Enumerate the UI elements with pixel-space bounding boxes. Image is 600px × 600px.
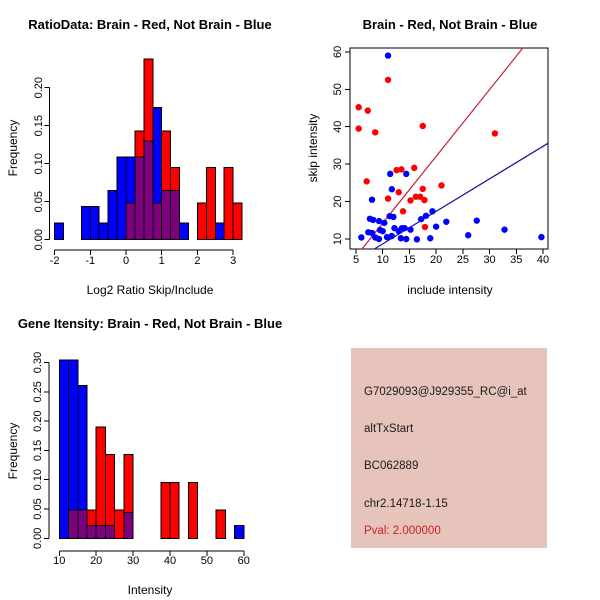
hist-bar-overlap — [124, 513, 133, 539]
scatter-point-blue — [380, 228, 386, 234]
scatter-point-red — [411, 165, 417, 171]
tick-label: 5 — [352, 254, 360, 266]
accession-text: BC062889 — [364, 460, 419, 472]
scatter-point-red — [420, 186, 426, 192]
hist-bar-red — [96, 427, 105, 538]
scatter-point-blue — [370, 217, 376, 223]
hist-bar-red — [233, 203, 242, 239]
scatter-point-red — [398, 166, 404, 172]
scatter-point-blue — [429, 208, 435, 214]
hist-bar-overlap — [153, 203, 162, 239]
scatter-point-blue — [443, 219, 449, 225]
scatter-ylabel: skip intensity — [306, 113, 320, 183]
pval-text: Pval: 2.000000 — [364, 525, 441, 537]
scatter-point-red — [420, 123, 426, 129]
tick-label: 10 — [332, 232, 344, 246]
tick-label: 3 — [230, 255, 237, 267]
scatter-point-red — [355, 104, 361, 110]
scatter-point-red — [355, 125, 361, 131]
scatter-point-blue — [403, 171, 409, 177]
hist-bar-red — [224, 168, 233, 240]
tick-label: 25 — [456, 254, 469, 266]
tick-label: 35 — [510, 254, 523, 266]
scatter-point-red — [421, 197, 427, 203]
scatter-point-blue — [465, 232, 471, 238]
hist-bar-blue — [55, 223, 64, 240]
tick-label: 20 — [332, 195, 344, 208]
scatter-point-red — [363, 178, 369, 184]
scatter-point-red — [422, 224, 428, 230]
tick-label: 0.25 — [32, 381, 44, 403]
tick-label: 0.05 — [32, 498, 44, 520]
scatter-point-red — [365, 107, 371, 113]
hist-bar-overlap — [126, 203, 135, 239]
tick-label: 0.00 — [32, 527, 44, 550]
tick-label: 0.20 — [33, 76, 45, 99]
gene-hist-ylabel: Frequency — [6, 422, 20, 480]
tick-label: 40 — [332, 120, 344, 133]
hist-bar-red — [115, 510, 124, 538]
tick-label: 40 — [163, 555, 177, 567]
hist-bar-overlap — [144, 141, 153, 240]
scatter-point-blue — [390, 214, 396, 220]
hist-bar-overlap — [171, 190, 180, 239]
hist-bar-blue — [59, 360, 68, 538]
tick-label: 10 — [53, 555, 66, 567]
tick-label: 10 — [376, 254, 389, 266]
tick-label: 1 — [158, 255, 165, 267]
tick-label: 40 — [536, 254, 550, 266]
hist-bar-overlap — [96, 525, 105, 538]
locus-text: chr2.14718-1.15 — [364, 498, 448, 510]
tick-label: 20 — [430, 254, 443, 266]
tick-label: -2 — [49, 255, 60, 267]
scatter-point-blue — [501, 226, 507, 232]
scatter-point-red — [385, 195, 391, 201]
hist-bar-blue — [117, 157, 126, 240]
tick-label: 50 — [200, 555, 214, 567]
scatter-point-red — [438, 182, 444, 188]
tick-label: 0.20 — [32, 410, 44, 432]
hist-bar-blue — [180, 223, 189, 240]
hist-bar-red — [161, 483, 170, 539]
tick-label: 0.05 — [33, 190, 45, 213]
gene-hist-xlabel: Intensity — [127, 583, 173, 597]
hist-bar-red — [170, 483, 179, 539]
hist-bar-overlap — [78, 510, 87, 538]
hist-bar-blue — [99, 223, 108, 240]
ratio-hist-title: RatioData: Brain - Red, Not Brain - Blue — [28, 17, 272, 32]
scatter-point-blue — [427, 235, 433, 241]
hist-bar-blue — [235, 525, 244, 538]
tick-label: 60 — [237, 555, 250, 567]
scatter-point-blue — [401, 225, 407, 231]
tick-label: 0.30 — [32, 351, 44, 374]
scatter-point-red — [385, 77, 391, 83]
tick-label: 0.15 — [32, 439, 44, 462]
hist-bar-overlap — [135, 157, 144, 240]
tick-label: 0.00 — [33, 228, 45, 251]
info-panel — [351, 348, 547, 548]
tick-label: 30 — [332, 158, 344, 171]
tick-label: 60 — [332, 45, 344, 58]
scatter-point-red — [492, 130, 498, 136]
hist-bar-overlap — [87, 525, 96, 538]
hist-bar-overlap — [69, 510, 78, 538]
hist-bar-red — [188, 483, 197, 539]
scatter-point-blue — [474, 217, 480, 223]
hist-bar-overlap — [162, 190, 171, 239]
scatter-point-red — [396, 189, 402, 195]
scatter-point-blue — [403, 236, 409, 242]
ratio-hist-xlabel: Log2 Ratio Skip/Include — [86, 283, 214, 297]
hist-bar-red — [206, 168, 215, 240]
tick-label: 50 — [332, 83, 344, 96]
scatter-point-blue — [407, 226, 413, 232]
scatter-point-blue — [433, 223, 439, 229]
scatter-point-blue — [376, 236, 382, 242]
scatter-point-blue — [369, 196, 375, 202]
tick-label: 30 — [126, 555, 140, 567]
hist-bar-overlap — [105, 525, 114, 538]
tick-label: 0.15 — [33, 114, 45, 137]
gene-hist-title: Gene Itensity: Brain - Red, Not Brain - Blue — [17, 316, 283, 331]
scatter-point-blue — [381, 220, 387, 226]
scatter-point-blue — [423, 213, 429, 219]
tick-label: 15 — [403, 254, 416, 266]
scatter-title: Brain - Red, Not Brain - Blue — [362, 17, 538, 32]
scatter-point-blue — [538, 234, 544, 240]
hist-bar-blue — [215, 223, 224, 240]
tick-label: 20 — [90, 555, 103, 567]
scatter-point-blue — [387, 171, 393, 177]
hist-bar-blue — [81, 206, 90, 239]
tick-label: 30 — [483, 254, 496, 266]
hist-bar-red — [197, 203, 206, 239]
tick-label: 0.10 — [32, 468, 44, 491]
scatter-point-blue — [385, 52, 391, 58]
tick-label: -1 — [85, 255, 96, 267]
scatter-xlabel: include intensity — [407, 283, 493, 297]
scatter-point-red — [372, 129, 378, 135]
scatter-point-blue — [389, 233, 395, 239]
hist-bar-red — [216, 510, 225, 538]
scatter-point-blue — [358, 234, 364, 240]
event-type-text: altTxStart — [364, 423, 414, 435]
scatter-point-red — [400, 208, 406, 214]
hist-bar-blue — [90, 206, 99, 239]
scatter-point-blue — [414, 236, 420, 242]
scatter-point-red — [407, 197, 413, 203]
scatter-point-blue — [389, 186, 395, 192]
probe-id-text: G7029093@J929355_RC@i_at — [364, 386, 527, 398]
tick-label: 0.10 — [33, 152, 45, 175]
tick-label: 2 — [194, 255, 201, 267]
tick-label: 0 — [122, 255, 130, 267]
hist-bar-blue — [108, 190, 117, 239]
ratio-hist-ylabel: Frequency — [6, 119, 20, 177]
